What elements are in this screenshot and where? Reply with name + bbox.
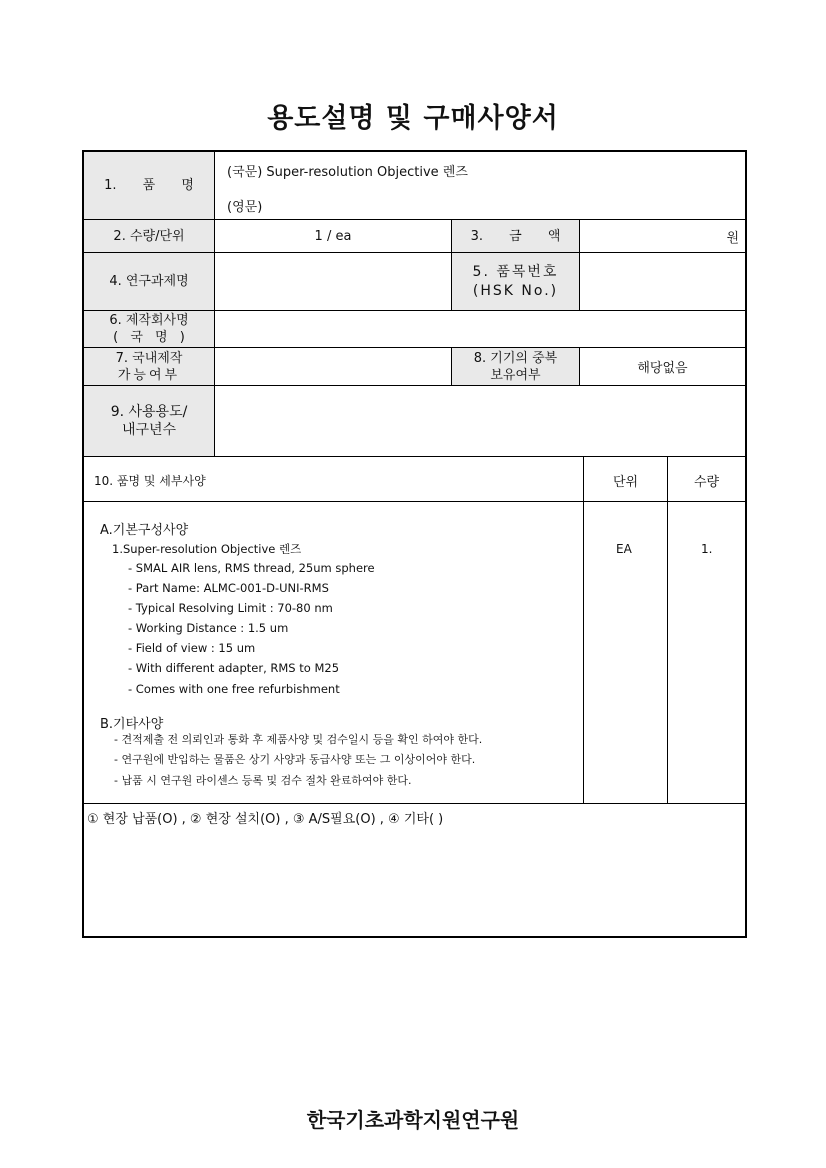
other-spec-line: - 납품 시 연구원 라이센스 등록 및 검수 절차 완료하여야 한다. xyxy=(114,774,412,787)
maker-value-cell xyxy=(215,311,745,347)
amount-value-cell xyxy=(580,220,745,252)
spec-detail: - Typical Resolving Limit : 70-80 nm xyxy=(128,601,333,615)
spec-detail: - With different adapter, RMS to M25 xyxy=(128,661,340,675)
spec-item-line: 1.Super-resolution Objective 렌즈 xyxy=(112,542,302,556)
quantity-label: 2. 수량/단위 xyxy=(113,228,185,244)
item-name-english: (영문) xyxy=(227,200,263,215)
duplicate-label-line2: 보유여부 xyxy=(490,367,541,383)
domestic-label-line2: 가능여부 xyxy=(117,367,181,383)
project-label-cell xyxy=(84,253,214,310)
document-title: 용도설명 및 구매사양서 xyxy=(267,103,559,134)
qty-header: 수량 xyxy=(693,474,720,490)
duplicate-label-line1: 8. 기기의 중복 xyxy=(473,350,558,366)
quantity-value: 1 / ea xyxy=(314,228,352,244)
spec-form xyxy=(82,150,747,938)
hsk-value-cell xyxy=(580,253,745,310)
spec-header: 10. 품명 및 세부사양 xyxy=(94,474,206,488)
quantity-label-cell xyxy=(84,220,214,252)
usage-label-line2: 내구년수 xyxy=(121,422,177,438)
maker-label-line1: 6. 제작회사명 xyxy=(109,313,189,328)
amount-label-cell xyxy=(452,220,579,252)
institution-name: 한국기초과학지원연구원 xyxy=(306,1108,520,1132)
unit-header-cell xyxy=(584,458,667,502)
domestic-value-cell xyxy=(215,348,451,385)
section-a-title: A.기본구성사양 xyxy=(100,523,189,538)
project-label: 4. 연구과제명 xyxy=(109,274,189,289)
spec-detail: - SMAL AIR lens, RMS thread, 25um sphere xyxy=(128,561,375,575)
item-name-label: 1. 품 명 xyxy=(104,178,194,193)
quantity-value-cell xyxy=(215,220,451,252)
amount-value: 원 xyxy=(726,230,739,246)
hsk-label-line1: 5. 품목번호 xyxy=(472,263,559,280)
spec-unit-value: EA xyxy=(616,542,632,556)
delivery-options: ① 현장 납품(O) , ② 현장 설치(O) , ③ A/S필요(O) , ④ 기타( ) xyxy=(87,812,444,827)
qty-header-cell xyxy=(668,458,745,502)
project-value-cell xyxy=(215,253,451,310)
duplicate-value-cell xyxy=(580,348,745,385)
domestic-label-cell xyxy=(84,348,214,385)
item-name-label-cell xyxy=(84,152,214,219)
spec-detail: - Part Name: ALMC-001-D-UNI-RMS xyxy=(128,581,329,595)
hsk-label-cell xyxy=(452,253,579,310)
domestic-label-line1: 7. 국내제작 xyxy=(115,350,183,366)
duplicate-value: 해당없음 xyxy=(637,361,688,376)
spec-detail: - Working Distance : 1.5 um xyxy=(128,621,289,635)
amount-label: 3. 금 액 xyxy=(470,228,561,244)
usage-label-cell xyxy=(84,386,214,456)
spec-detail: - Comes with one free refurbishment xyxy=(128,682,340,696)
other-spec-line: - 견적제출 전 의뢰인과 통화 후 제품사양 및 검수일시 등을 확인 하여야 한다. xyxy=(114,733,483,746)
spec-detail: - Field of view : 15 um xyxy=(128,641,256,655)
usage-value-cell xyxy=(215,386,745,456)
spec-qty-value: 1. xyxy=(701,542,713,556)
duplicate-label-cell xyxy=(452,348,579,385)
maker-label-line2: ( 국 명 ) xyxy=(113,330,185,345)
maker-label-cell xyxy=(84,311,214,347)
section-b-title: B.기타사양 xyxy=(100,717,164,732)
other-spec-line: - 연구원에 반입하는 물품은 상기 사양과 동급사양 또는 그 이상이어야 한다. xyxy=(114,753,476,766)
hsk-label-line2: (HSK No.) xyxy=(472,282,559,299)
unit-header: 단위 xyxy=(612,474,639,490)
usage-label-line1: 9. 사용용도/ xyxy=(110,404,188,420)
item-name-korean: (국문) Super-resolution Objective 렌즈 xyxy=(227,165,468,180)
